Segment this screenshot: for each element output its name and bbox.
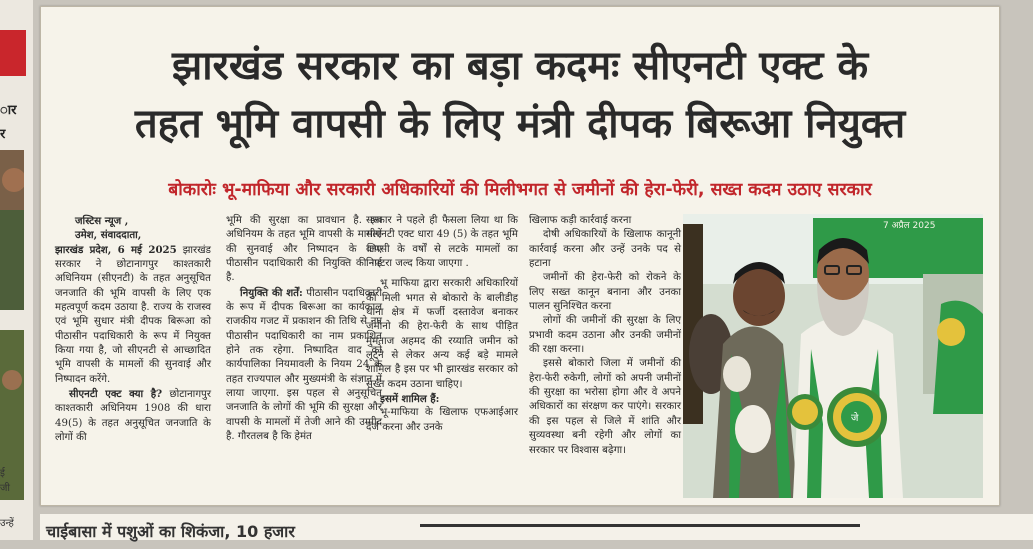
- next-article-strip: [40, 514, 1033, 540]
- section-heading: सीएनटी एक्ट क्या है?: [69, 388, 163, 401]
- paragraph: खिलाफ कड़ी कार्रवाई करना: [529, 215, 632, 226]
- paragraph: झारखंड प्रदेश, 6 मई 2025 झारखंड सरकार ने छोटानागपुर काश्तकारी अधिनियम (सीएनटी) के तहत अनुसूचित जनजाति की भूमि वापसी के लिए एक महत्वपूर्ण कदम उठाया है. राज्य के राजस्व एवं भूमि सुधार मंत्री दीपक बिरूआ को पीठासीन पदाधिकारी के रूप में नियुक्त किया गया है, जो सीएनटी से आच्छादित भूमि वापसी के मामलों की सुनवाई और निष्पादन करेंगे.: [55, 243, 212, 385]
- paragraph: सीएनटी एक्ट क्या है? छोटानागपुर काश्तकारी अधिनियम 1908 की धारा 49(5) के तहत अनुसूचित जनजाति के लोगों की: [55, 388, 212, 444]
- paragraph: सरकार ने पहले ही फैसला लिया था कि सीएनटी एक्ट धारा 49 (5) के तहत भूमि वापसी के वर्षों से लटके मामलों का निपटरा जल्द किया जाएगा .: [366, 215, 518, 270]
- paragraph: भू माफिया द्वारा सरकारी अधिकारियों की मिली भगत से बोकारो के बालीडीह थाना क्षेत्र में फर्जी दस्तावेज बनाकर जमीनो की हेरा-फेरी के साथ पीड़ित मुमताज अहमद की रय्याति जमीन को लूटने से लेकर अन्य कई बड़े मामले शामिल है इस पर भी झारखंड सरकार को सख्त कदम उठाना चाहिए।: [366, 278, 518, 390]
- strip-text: ार: [0, 103, 17, 118]
- article-photo: [683, 214, 983, 498]
- newspaper-article: [40, 6, 1000, 506]
- strip-photo: [0, 150, 24, 310]
- byline-reporter: उमेश, संवाददाता,: [75, 229, 142, 242]
- headline-line-2: तहत भूमि वापसी के लिए मंत्री दीपक बिरूआ नियुक्त: [134, 101, 906, 147]
- section-heading: इसमें शामिल हैं:: [380, 393, 440, 406]
- section-heading: नियुक्ति की शर्तें:: [240, 286, 303, 299]
- paragraph: भू-माफिया के खिलाफ एफआईआर दर्ज करना और उनके: [366, 407, 518, 433]
- paragraph: भूमि की सुरक्षा का प्रावधान है. इस अधिनियम के तहत भूमि वापसी के मामलों की सुनवाई और निष्पादन के लिए पीठासीन पदाधिकारी की नियुक्ति की गई है.: [226, 215, 382, 284]
- strip-text: जी: [0, 483, 11, 494]
- subheadline: बोकारोः भू-माफिया और सरकारी अधिकारियों की मिलीभगत से जमीनों की हेरा-फेरी, सख्त कदम उठाए सरकार: [168, 180, 872, 200]
- adjacent-page-strip: [0, 0, 33, 540]
- list-item: लोगों की जमीनों की सुरक्षा के लिए प्रभावी कदम उठाना और उनकी जमीनों की रक्षा करना।: [529, 315, 681, 356]
- strip-text: उन्हें: [0, 518, 14, 529]
- red-banner: [0, 30, 26, 76]
- byline-agency: जस्टिस न्यूज ,: [75, 215, 129, 227]
- headline-line-1: झारखंड सरकार का बड़ा कदमः सीएनटी एक्ट के: [171, 43, 869, 89]
- strip-text: ई: [0, 468, 5, 479]
- paragraph: इससे बोकारो जिला में जमीनों की हेरा-फेरी रुकेगी, लोगों को अपनी जमीनों की सुरक्षा का भरोसा होगा और वे अपने अधिकारों का संरक्षण कर पाएंगे। सरकार की इस पहल से जिले में शांति और सुव्यवस्था बनी रहेगी और लोगों का सरकार पर विश्वास बढ़ेगा।: [529, 358, 681, 456]
- banner-text: 7 अप्रैल 2025: [883, 221, 936, 231]
- list-item: दोषी अधिकारियों के खिलाफ कानूनी कार्रवाई करना और उन्हें उनके पद से हटाना: [529, 229, 681, 270]
- article-column-3: [366, 214, 518, 435]
- badge-text: जे: [851, 413, 859, 424]
- strip-text: र: [0, 127, 6, 142]
- list-item: जमीनों की हेरा-फेरी को रोकने के लिए सख्त कानून बनाना और उनका पालन सुनिश्चित करना: [529, 272, 681, 313]
- paragraph: नियुक्ति की शर्तें: पीठासीन पदाधिकारी के रूप में दीपक बिरूआ का कार्यकाल राजकीय गजट में प्रकाशन की तिथि से नए पीठासीन पदाधिकारी का नाम प्रकाशित होने तक रहेगा. निष्पादित वाद को कार्यपालिका नियमावली के नियम 24 के तहत राज्यपाल और मुख्यमंत्री के संज्ञान में लाया जाएगा. इस पहल से अनुसूचित जनजाति के लोगों की भूमि की सुरक्षा और वापसी के मामलों में तेजी आने की उम्मीद है. गौरतलब है कि हेमंत: [226, 286, 382, 443]
- article-column-1: [55, 214, 211, 446]
- headline: [41, 37, 999, 153]
- dateline: झारखंड प्रदेश, 6 मई 2025: [55, 243, 177, 256]
- next-headline: चाईबासा में पशुओं का शिकंजा, 10 हजार: [46, 522, 295, 541]
- next-headline-partial: [420, 524, 860, 549]
- article-column-4: [529, 214, 681, 458]
- article-column-2: [226, 214, 382, 445]
